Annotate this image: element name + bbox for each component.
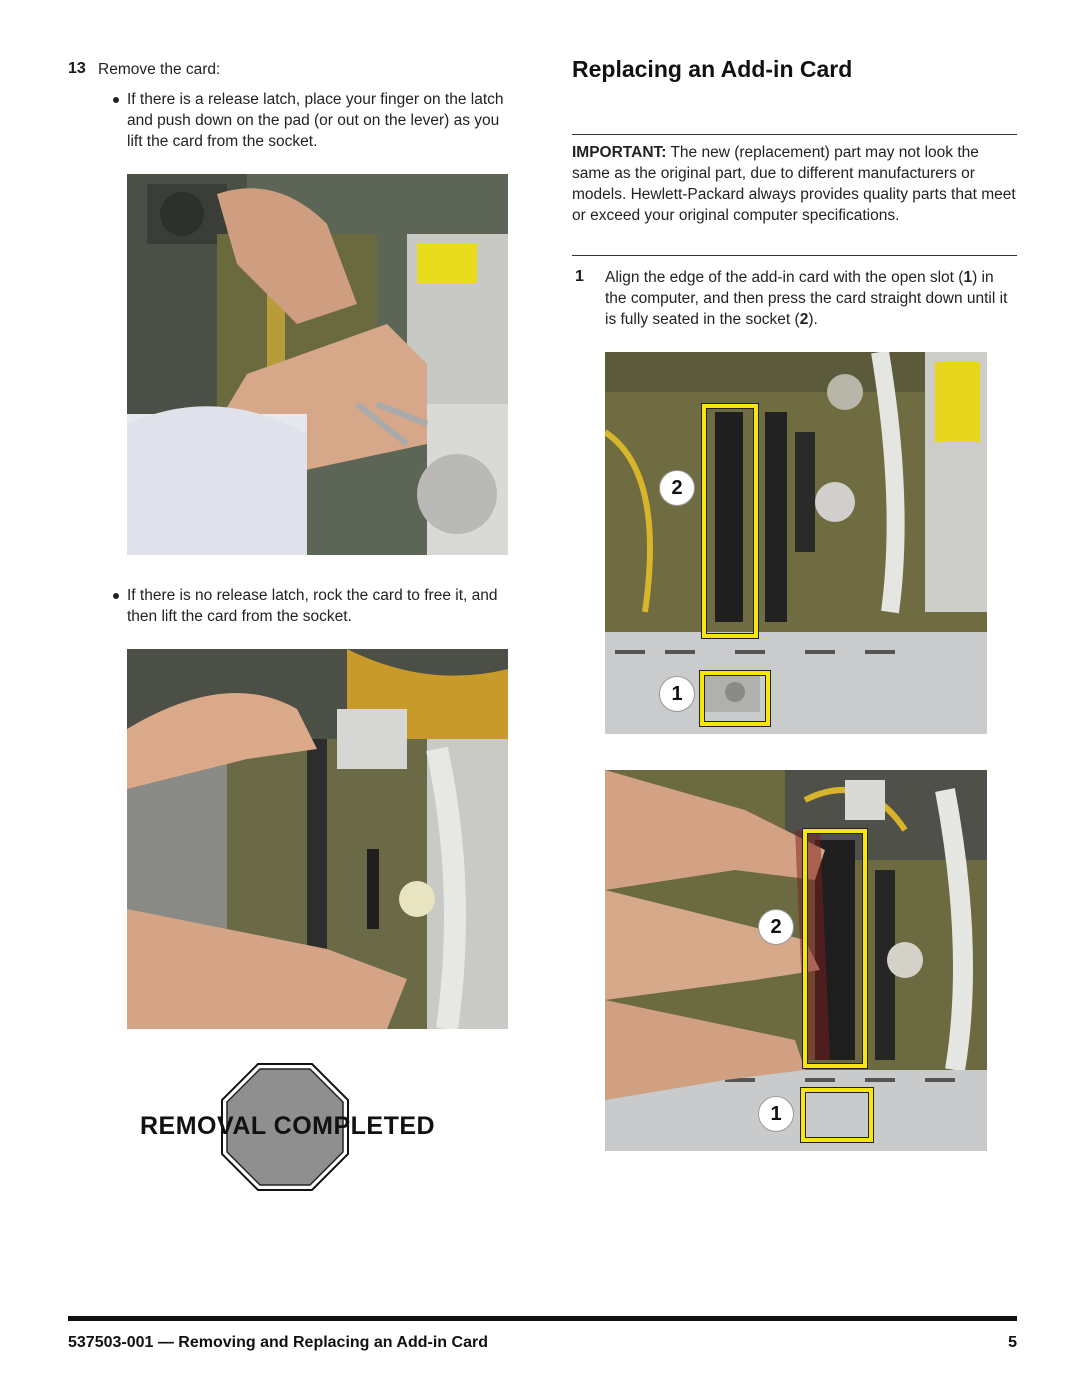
callout-number: 1 [758, 1096, 794, 1132]
step-ref-slot: 1 [963, 269, 973, 286]
step-text-part: Align the edge of the add-in card with the open slot ( [605, 269, 964, 286]
photo-remove-card-latch [127, 174, 508, 555]
divider [572, 134, 1017, 135]
removal-completed-badge: REMOVAL COMPLETED [140, 1112, 436, 1140]
bullet-icon [113, 97, 119, 103]
callout-number: 2 [758, 909, 794, 945]
step-text-part: ) in the computer, and then press the card straight down until it is fully seated in the socket ( [605, 269, 1008, 328]
footer-rule [68, 1316, 1017, 1321]
section-heading: Replacing an Add-in Card [572, 56, 853, 82]
callout-box-socket [702, 404, 758, 638]
step-number: 13 [68, 60, 86, 77]
important-note [572, 142, 1017, 226]
page-number: 5 [1008, 1334, 1017, 1351]
callout-box-socket [803, 829, 867, 1068]
bullet-no-latch: If there is no release latch, rock the card to free it, and then lift the card from the socket. [127, 587, 498, 625]
step-number: 1 [575, 268, 584, 285]
photo-press-card [605, 770, 987, 1151]
important-text: The new (replacement) part may not look the same as the original part, due to different manufacturers or models. Hewlett-Packard always provides quality parts that meet or exceed your original computer specifications. [572, 144, 1016, 224]
callout-box-slot [700, 671, 770, 726]
callout-number: 1 [659, 676, 695, 712]
callout-number: 2 [659, 470, 695, 506]
photo-rock-card [127, 649, 508, 1029]
step-text: Remove the card: [98, 61, 221, 78]
step-text [605, 267, 1017, 330]
bullet-release-latch: If there is a release latch, place your finger on the latch and push down on the pad (or out on the lever) as you lift the card from the socket. [127, 91, 504, 150]
photo-open-slot [605, 352, 987, 734]
divider [572, 255, 1017, 256]
important-label: IMPORTANT: [572, 144, 667, 161]
step-text-part: ). [808, 311, 818, 328]
step-ref-socket: 2 [799, 311, 809, 328]
bullet-icon [113, 593, 119, 599]
callout-box-slot [801, 1088, 873, 1142]
footer-title: 537503-001 — Removing and Replacing an Add-in Card [68, 1334, 488, 1351]
